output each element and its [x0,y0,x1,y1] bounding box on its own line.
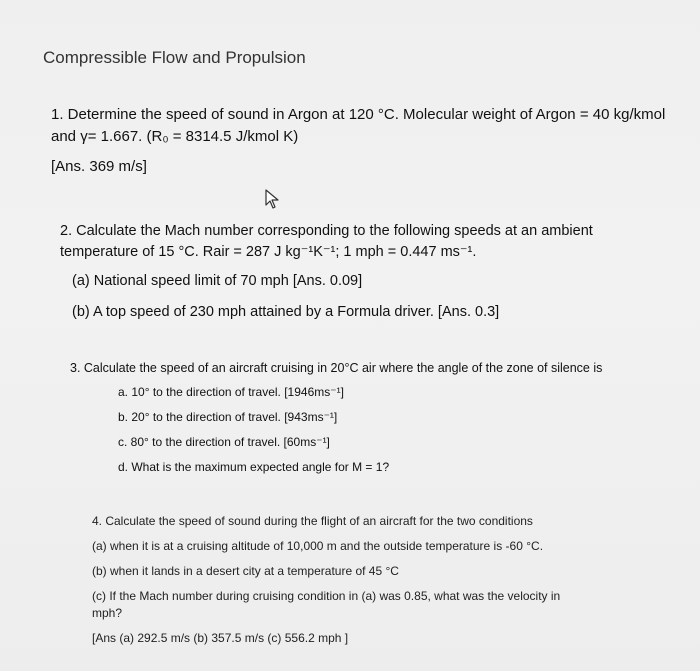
page-title: Compressible Flow and Propulsion [43,48,306,67]
question-2 [60,221,650,323]
question-2-part-b: (b) A top speed of 230 mph attained by a Formula driver. [Ans. 0.3] [72,304,500,320]
question-4-part-c-line-1: (c) If the Mach number during cruising condition in (a) was 0.85, what was the velocity in [92,589,561,603]
question-1-line-2: and γ= 1.667. (R₀ = 8314.5 J/kmol K) [51,128,299,145]
question-3-line-1: 3. Calculate the speed of an aircraft cruising in 20°C air where the angle of the zone of silence is [70,361,603,375]
question-3-part-c: c. 80° to the direction of travel. [60ms⁻¹] [118,435,330,449]
question-2-line-1: 2. Calculate the Mach number corresponding to the following speeds at an ambient [60,223,593,239]
question-3-items [118,383,630,476]
question-4-line-1: 4. Calculate the speed of sound during the flight of an aircraft for the two conditions [92,514,533,528]
question-4-part-a: (a) when it is at a cruising altitude of 10,000 m and the outside temperature is -60 °C. [92,539,544,553]
question-4-part-b: (b) when it lands in a desert city at a temperature of 45 °C [92,564,399,578]
question-3 [70,359,630,483]
question-1-answer: [Ans. 369 m/s] [51,158,147,175]
question-3-part-b: b. 20° to the direction of travel. [943ms⁻¹] [118,410,338,424]
question-4-part-c-line-2: mph? [92,606,123,620]
question-4 [92,513,622,655]
question-1 [51,104,671,178]
question-3-part-a: a. 10° to the direction of travel. [1946ms⁻¹] [118,385,344,399]
question-1-line-1: 1. Determine the speed of sound in Argon at 120 °C. Molecular weight of Argon = 40 kg/kmol [51,106,666,123]
question-3-part-d: d. What is the maximum expected angle for M = 1? [118,460,390,474]
question-4-answer: [Ans (a) 292.5 m/s (b) 357.5 m/s (c) 556.2 mph ] [92,631,349,645]
question-2-line-2: temperature of 15 °C. Rair = 287 J kg⁻¹K⁻¹; 1 mph = 0.447 ms⁻¹. [60,244,477,260]
question-2-part-a: (a) National speed limit of 70 mph [Ans. 0.09] [72,273,363,289]
mouse-pointer-icon [264,189,280,209]
